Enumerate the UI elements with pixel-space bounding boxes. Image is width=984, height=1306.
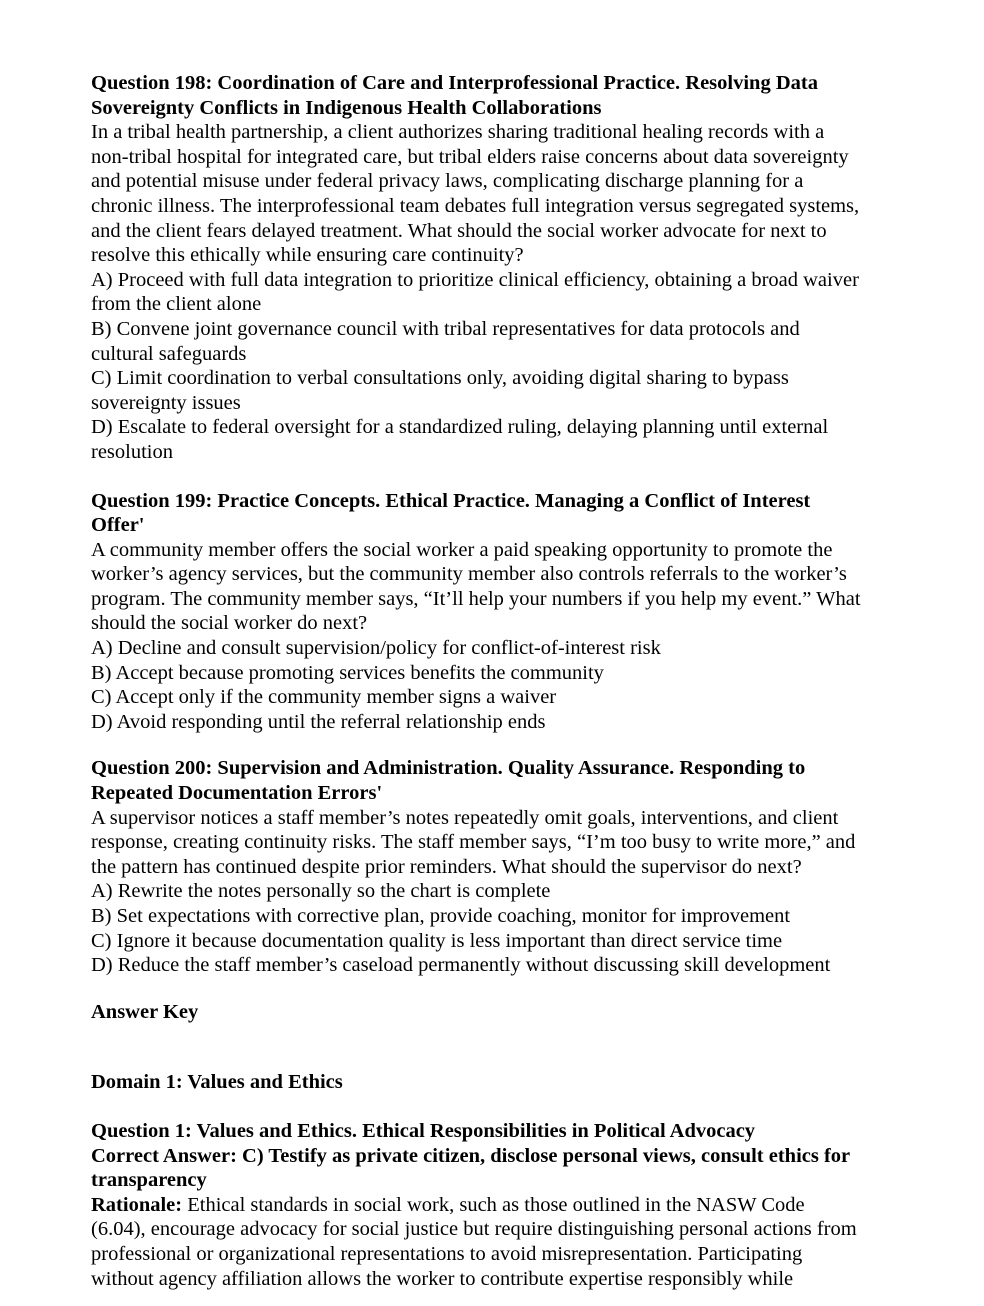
answer-entry [91,1119,906,1291]
question-stem: the pattern has continued despite prior reminders. What should the supervisor do next? [91,855,802,878]
option-c: C) Ignore it because documentation quality is less important than direct service time [91,929,783,952]
option-b: cultural safeguards [91,342,247,365]
option-d: resolution [91,440,173,463]
rationale [91,1193,906,1218]
question-title: Sovereignty Conflicts in Indigenous Health Collaborations [91,96,602,119]
question-stem: A community member offers the social worker a paid speaking opportunity to promote the [91,538,833,561]
answer-key-heading: Answer Key [91,1000,199,1023]
option-c: sovereignty issues [91,391,241,414]
rationale-text: (6.04), encourage advocacy for social justice but require distinguishing personal actions from [91,1218,857,1241]
question-stem: program. The community member says, “It’ll help your numbers if you help my event.” What [91,587,861,610]
question-stem: resolve this ethically while ensuring care continuity? [91,244,524,267]
rationale-label: Rationale: [91,1193,183,1216]
question-stem: worker’s agency services, but the community member also controls referrals to the worker’s [91,563,847,586]
question-stem: chronic illness. The interprofessional team debates full integration versus segregated systems, [91,194,860,217]
question-stem: response, creating continuity risks. The staff member says, “I’m too busy to write more,” and [91,831,856,854]
option-a: A) Rewrite the notes personally so the chart is complete [91,880,551,903]
question-199 [91,489,906,735]
question-title: Question 199: Practice Concepts. Ethical Practice. Managing a Conflict of Interest [91,489,811,512]
option-a: from the client alone [91,293,262,316]
option-d: D) Escalate to federal oversight for a standardized ruling, delaying planning until external [91,416,829,439]
option-a: A) Proceed with full data integration to prioritize clinical efficiency, obtaining a broad waiver [91,268,859,291]
option-c: C) Limit coordination to verbal consultations only, avoiding digital sharing to bypass [91,367,789,390]
answer-question-title: Question 1: Values and Ethics. Ethical Responsibilities in Political Advocacy [91,1119,756,1142]
option-c: C) Accept only if the community member signs a waiver [91,686,557,709]
rationale-text: professional or organizational representations to avoid misrepresentation. Participating [91,1242,803,1265]
question-200 [91,756,906,977]
option-d: D) Avoid responding until the referral relationship ends [91,710,546,733]
question-stem: should the social worker do next? [91,612,368,635]
question-title: Question 198: Coordination of Care and Interprofessional Practice. Resolving Data [91,72,818,94]
question-stem: non-tribal hospital for integrated care, but tribal elders raise concerns about data sovereignty [91,145,849,168]
rationale-text: without agency affiliation allows the worker to contribute expertise responsibly while [91,1267,794,1290]
question-stem: A supervisor notices a staff member’s notes repeatedly omit goals, interventions, and client [91,806,839,829]
question-stem: and the client fears delayed treatment. What should the social worker advocate for next to [91,219,827,242]
option-a: A) Decline and consult supervision/policy for conflict-of-interest risk [91,637,661,660]
question-title: Repeated Documentation Errors' [91,782,383,805]
correct-answer: Correct Answer: C) Testify as private citizen, disclose personal views, consult ethics for [91,1144,851,1167]
question-198 [91,71,906,465]
option-b: B) Accept because promoting services benefits the community [91,661,604,684]
correct-answer: transparency [91,1169,207,1192]
domain-heading: Domain 1: Values and Ethics [91,1071,343,1094]
question-stem: In a tribal health partnership, a client authorizes sharing traditional healing records with a [91,121,825,144]
option-b: B) Convene joint governance council with tribal representatives for data protocols and [91,317,800,340]
option-b: B) Set expectations with corrective plan, provide coaching, monitor for improvement [91,905,791,927]
option-d: D) Reduce the staff member’s caseload permanently without discussing skill development [91,954,831,977]
question-title: Offer' [91,514,145,537]
question-title: Question 200: Supervision and Administration. Quality Assurance. Responding to [91,757,806,780]
rationale-text: Ethical standards in social work, such as those outlined in the NASW Code [182,1193,805,1216]
document-page [91,71,906,1291]
question-stem: and potential misuse under federal privacy laws, complicating discharge planning for a [91,170,804,193]
